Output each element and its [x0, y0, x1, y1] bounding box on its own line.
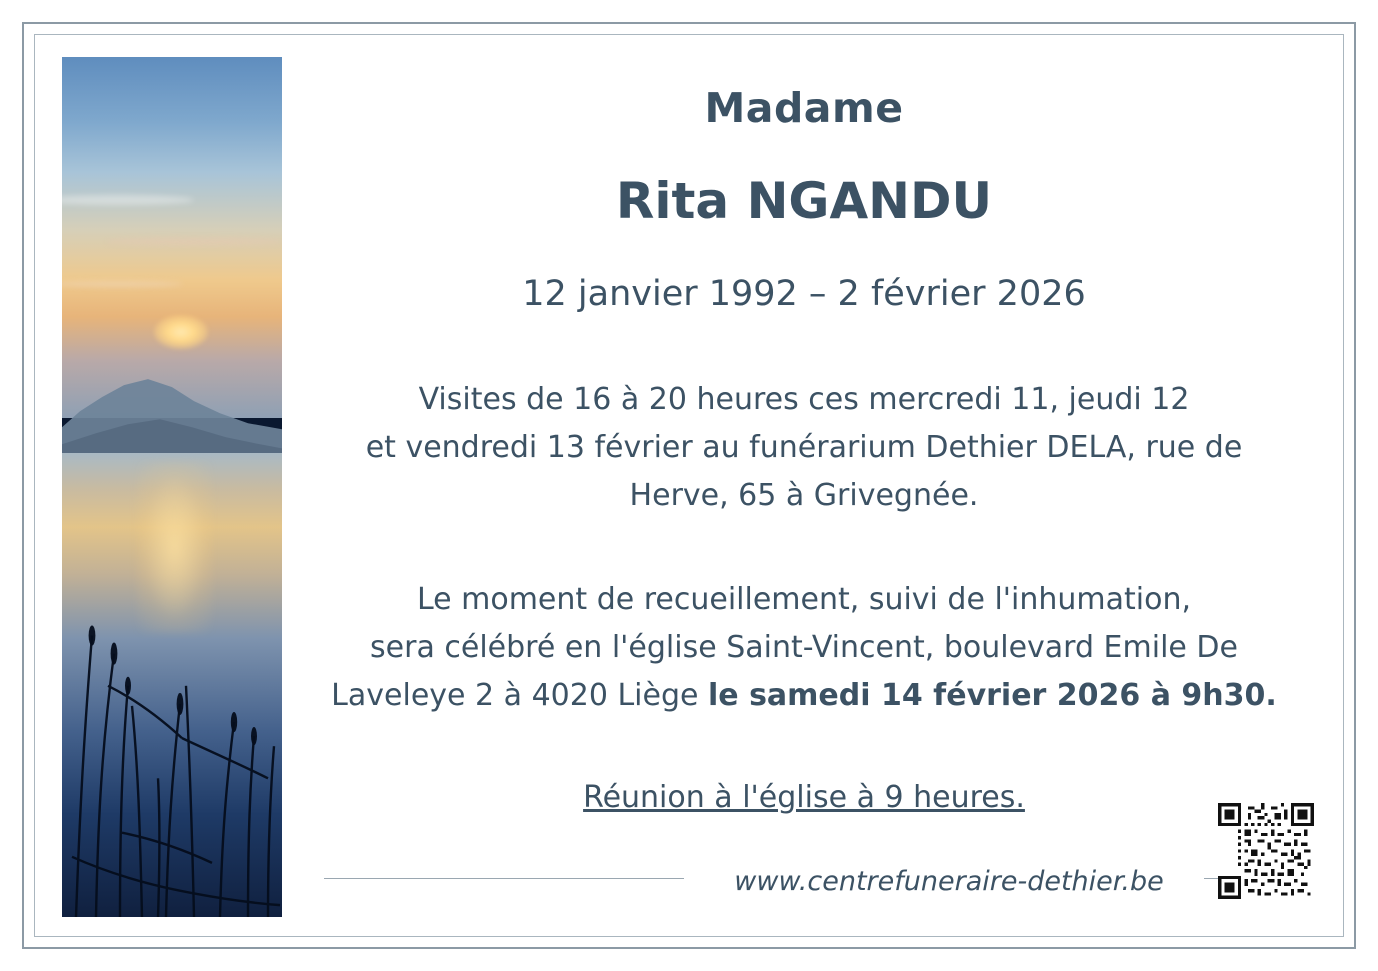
- page-title: Madame: [704, 84, 904, 132]
- deceased-name: Rita NGANDU: [615, 172, 993, 230]
- ceremony-line-with-emphasis: [294, 672, 1314, 720]
- ceremony-paragraph: [294, 576, 1314, 720]
- photo-cloud: [62, 281, 183, 287]
- website-url[interactable]: www.centrefuneraire-dethier.be: [734, 866, 1164, 897]
- announcement-card: [22, 22, 1356, 949]
- visits-line: Visites de 16 à 20 heures ces mercredi 11, jeudi 12: [418, 382, 1190, 417]
- ceremony-line: sera célébré en l'église Saint-Vincent, boulevard Emile De: [370, 630, 1238, 665]
- visits-line: et vendredi 13 février au funérarium Dethier DELA, rue de: [365, 430, 1243, 465]
- photo-reeds: [62, 384, 282, 917]
- life-dates: 12 janvier 1992 – 2 février 2026: [522, 274, 1086, 314]
- photo-cloud: [106, 238, 282, 245]
- qr-code[interactable]: [1218, 803, 1314, 899]
- reunion-note: Réunion à l'église à 9 heures.: [583, 780, 1025, 815]
- announcement-text: [294, 84, 1314, 815]
- visits-line: Herve, 65 à Grivegnée.: [629, 478, 979, 513]
- visits-paragraph: [294, 376, 1314, 520]
- ceremony-line-text: Laveleye 2 à 4020 Liège: [331, 678, 708, 713]
- photo-sun: [154, 315, 208, 349]
- footer-divider-left: [324, 878, 684, 879]
- ceremony-line: Le moment de recueillement, suivi de l'inhumation,: [416, 582, 1192, 617]
- ceremony-datetime: le samedi 14 février 2026 à 9h30.: [708, 678, 1277, 713]
- photo-cloud: [62, 195, 194, 205]
- lake-sunrise-photo: [62, 57, 282, 917]
